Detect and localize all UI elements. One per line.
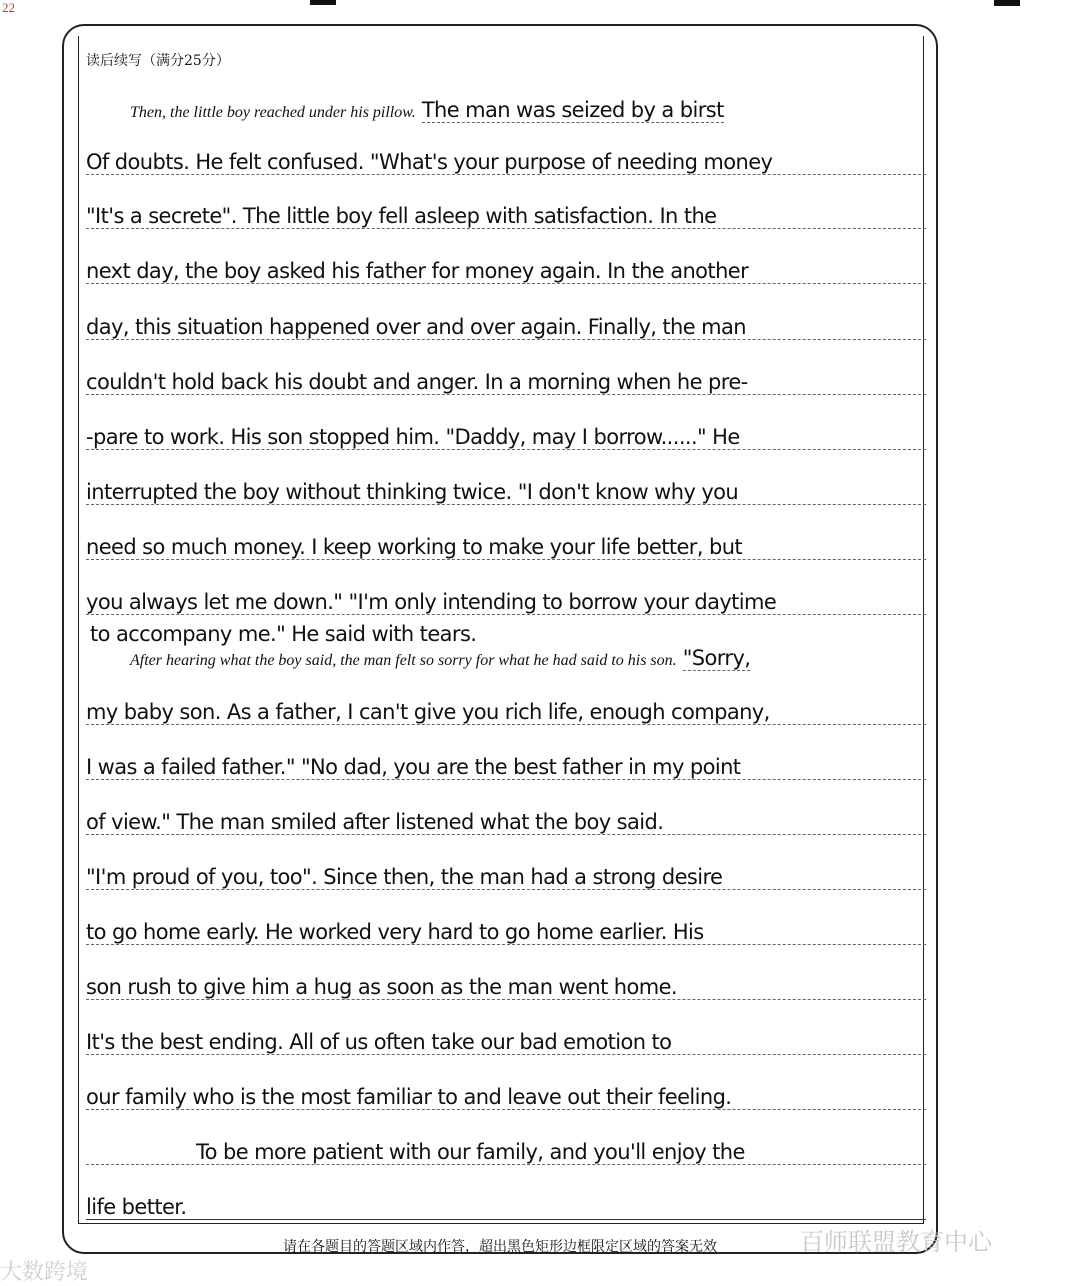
answer-line: -pare to work. His son stopped him. "Daddy, may I borrow......" He: [86, 425, 926, 450]
answer-line: need so much money. I keep working to make your life better, but: [86, 535, 926, 560]
answer-line: interrupted the boy without thinking twice. "I don't know why you: [86, 480, 926, 505]
answer-line: "It's a secrete". The little boy fell asleep with satisfaction. In the: [86, 204, 926, 229]
registration-mark: [310, 0, 336, 5]
answer-line: day, this situation happened over and over again. Finally, the man: [86, 315, 926, 340]
registration-mark: [994, 0, 1020, 6]
answer-line: to go home early. He worked very hard to go home earlier. His: [86, 920, 926, 945]
answer-line: of view." The man smiled after listened what the boy said.: [86, 810, 926, 835]
answer-line: To be more patient with our family, and you'll enjoy the: [86, 1140, 926, 1165]
answer-line: [86, 646, 926, 670]
handwriting: "Sorry,: [682, 646, 751, 670]
answer-line: Of doubts. He felt confused. "What's your purpose of needing money: [86, 150, 926, 175]
answer-line: It's the best ending. All of us often take our bad emotion to: [86, 1030, 926, 1055]
watermark: 百师联盟教育中心: [800, 1228, 992, 1256]
prompt-sentence: Then, the little boy reached under his pillow.: [130, 104, 416, 121]
answer-line: I was a failed father." "No dad, you are the best father in my point: [86, 755, 926, 780]
answer-line: "I'm proud of you, too". Since then, the man had a strong desire: [86, 865, 926, 890]
answer-line: our family who is the most familiar to and leave out their feeling.: [86, 1085, 926, 1110]
answer-line: next day, the boy asked his father for money again. In the another: [86, 259, 926, 284]
answer-line: you always let me down." "I'm only intending to borrow your daytime: [86, 590, 926, 615]
watermark: 大数跨境: [0, 1260, 89, 1285]
section-heading: 读后续写（满分25分）: [86, 53, 230, 69]
answer-line: to accompany me." He said with tears.: [90, 622, 477, 646]
answer-line: my baby son. As a father, I can't give you rich life, enough company,: [86, 700, 926, 725]
prompt-sentence: After hearing what the boy said, the man felt so sorry for what he had said to his son.: [130, 652, 677, 669]
answer-line: life better.: [86, 1195, 926, 1220]
answer-line: couldn't hold back his doubt and anger. In a morning when he pre-: [86, 370, 926, 395]
handwriting: The man was seized by a birst: [421, 98, 724, 122]
answer-line: [86, 98, 926, 122]
footer-instruction: 请在各题目的答题区域内作答，超出黑色矩形边框限定区域的答案无效: [283, 1239, 717, 1255]
answer-line: son rush to give him a hug as soon as the man went home.: [86, 975, 926, 1000]
page-number: 22: [2, 0, 15, 15]
